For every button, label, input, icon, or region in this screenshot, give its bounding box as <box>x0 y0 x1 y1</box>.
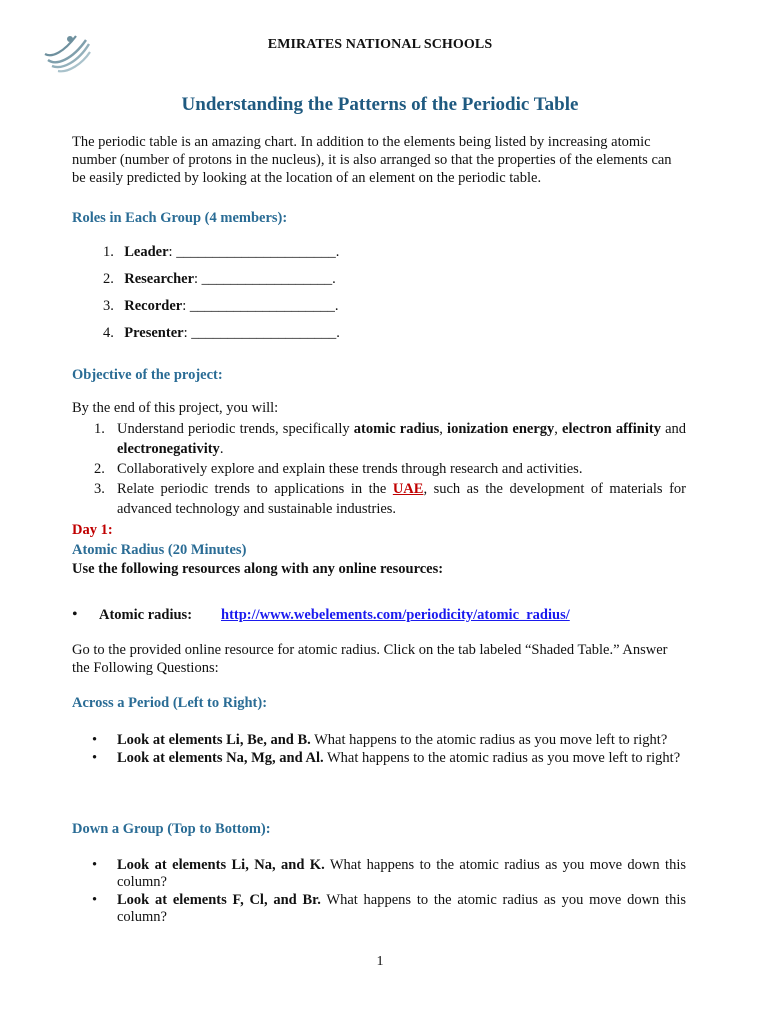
bullet-icon: • <box>92 892 98 908</box>
page-number: 1 <box>376 954 384 969</box>
day-label: Day 1: <box>72 522 113 538</box>
role-blank: : ____________________. <box>182 298 339 314</box>
bullet-icon: • <box>92 750 98 766</box>
list-item: • Look at elements Na, Mg, and Al. What happens to the atomic radius as you move left to right? <box>92 750 681 766</box>
list-item <box>72 324 686 351</box>
list-item: 2. Collaboratively explore and explain these trends through research and activities. <box>94 461 583 477</box>
list-number: 3. <box>94 481 105 497</box>
list-item: • Look at elements Li, Be, and B. What happens to the atomic radius as you move left to right? <box>92 732 668 748</box>
instructions-paragraph: Go to the provided online resource for atomic radius. Click on the tab labeled “Shaded Table.” Answer the Following Questions: <box>72 642 668 676</box>
objective-list <box>72 419 686 519</box>
list-item: • Look at elements Li, Na, and K. What happens to the atomic radius as you move down this column? <box>92 857 686 890</box>
down-questions <box>72 857 686 927</box>
role-label: Presenter <box>124 325 184 341</box>
list-number: 1. <box>94 421 105 437</box>
objective-heading: Objective of the project: <box>72 367 223 383</box>
role-blank: : ______________________. <box>168 244 340 260</box>
page-title: Understanding the Patterns of the Periodic Table <box>181 94 579 115</box>
list-number: 2. <box>94 461 105 477</box>
role-label: Recorder <box>124 298 183 314</box>
list-number: 4. <box>103 325 114 341</box>
list-item <box>72 270 686 297</box>
atomic-radius-heading: Atomic Radius (20 Minutes) <box>72 542 247 558</box>
uae-highlight: UAE <box>392 481 424 497</box>
list-item: 3. Relate periodic trends to applications in the UAE, such as the development of materials for advanced technology and sustainable industries. <box>94 481 686 517</box>
resource-label: Atomic radius: <box>99 607 193 623</box>
list-item: 1. Understand periodic trends, specifically atomic radius, ionization energy, electron affinity and electronegativity. <box>94 421 687 457</box>
intro-paragraph: The periodic table is an amazing chart. In addition to the elements being listed by increasing atomic number (number of protons in the nucleus), it is also arranged so that the properties of the elements can be easily predicted by looking at the location of an element on the periodic table. <box>72 134 672 186</box>
down-group-heading: Down a Group (Top to Bottom): <box>72 821 271 837</box>
list-number: 3. <box>103 298 114 314</box>
role-label: Leader <box>124 244 169 260</box>
role-label: Researcher <box>124 271 195 287</box>
list-item: • Look at elements F, Cl, and Br. What happens to the atomic radius as you move down this column? <box>92 892 686 925</box>
school-name: EMIRATES NATIONAL SCHOOLS <box>267 37 493 52</box>
across-questions <box>72 732 686 768</box>
list-item <box>72 243 686 270</box>
roles-list <box>72 243 686 351</box>
resources-instruction: Use the following resources along with any online resources: <box>72 561 444 577</box>
objective-intro: By the end of this project, you will: <box>72 400 279 416</box>
atomic-radius-link[interactable]: http://www.webelements.com/periodicity/atomic_radius/ <box>221 607 570 623</box>
list-number: 2. <box>103 271 114 287</box>
bullet-icon: • <box>72 606 78 623</box>
bullet-icon: • <box>92 732 98 748</box>
bullet-icon: • <box>92 857 98 873</box>
roles-heading: Roles in Each Group (4 members): <box>72 210 288 226</box>
across-period-heading: Across a Period (Left to Right): <box>72 695 268 711</box>
role-blank: : __________________. <box>194 271 336 287</box>
list-item <box>72 297 686 324</box>
role-blank: : ____________________. <box>183 325 340 341</box>
list-number: 1. <box>103 244 114 260</box>
